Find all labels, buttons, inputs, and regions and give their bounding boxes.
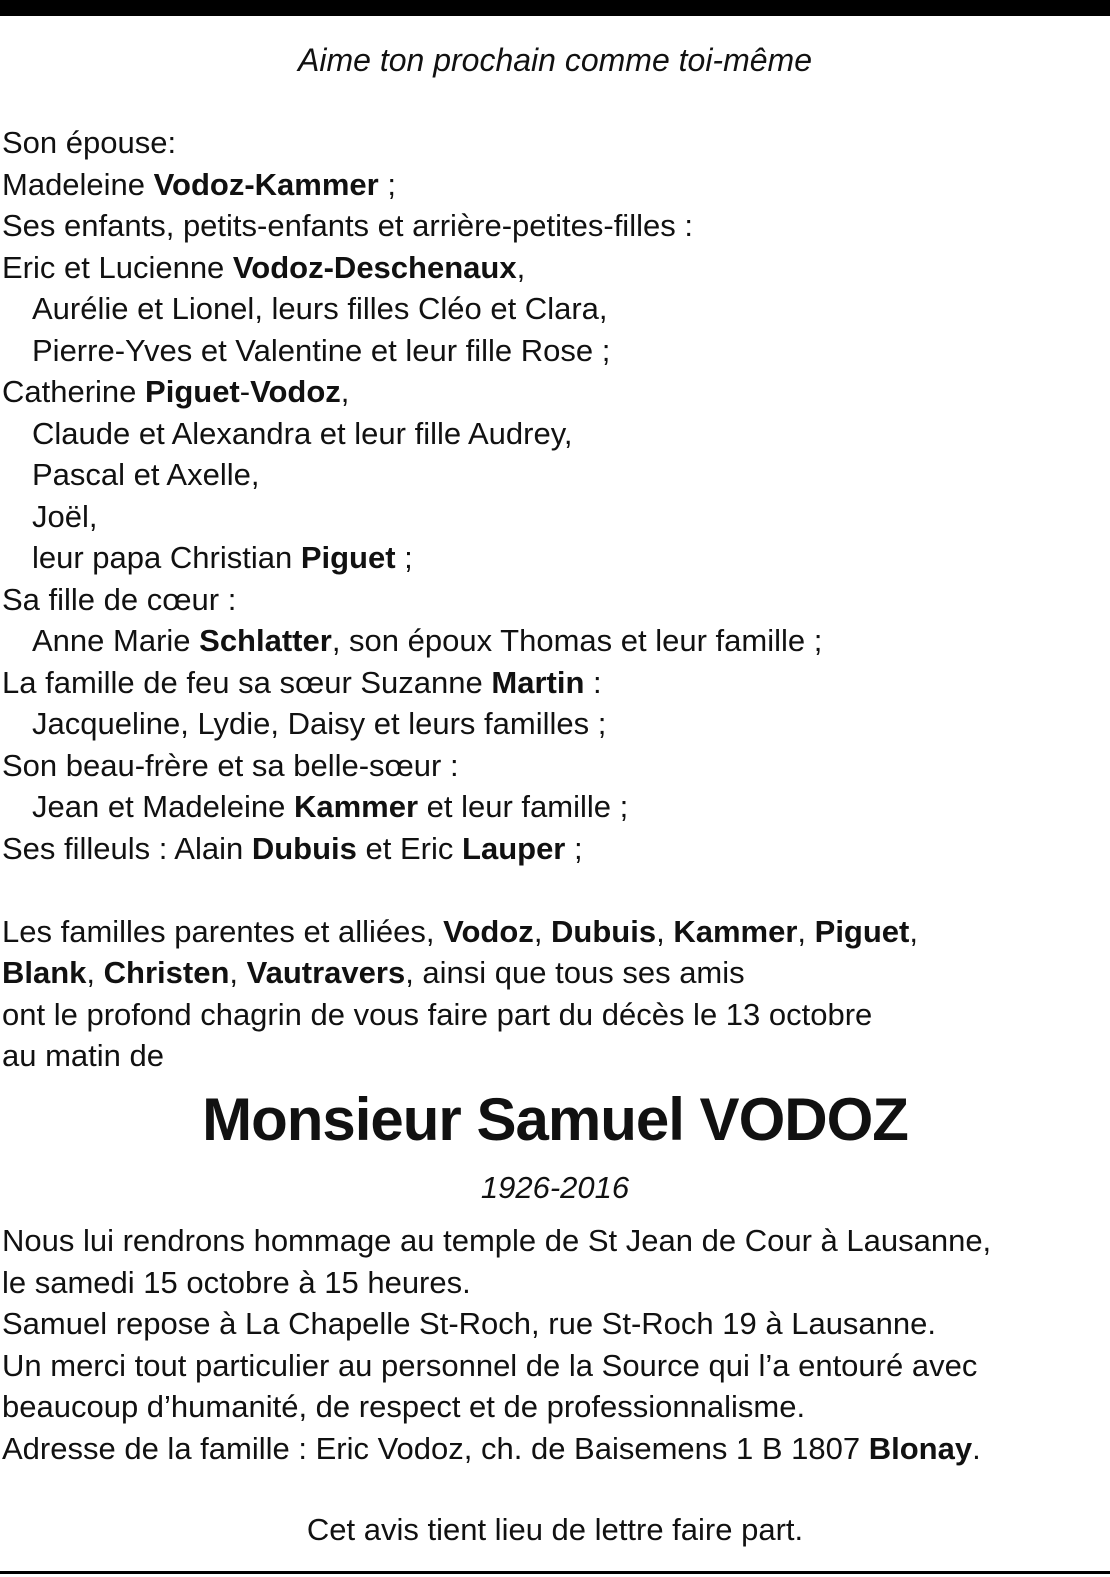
spacer	[2, 869, 1108, 911]
text: ;	[378, 166, 396, 202]
surname: Vodoz	[250, 374, 341, 409]
text: Madeleine	[2, 166, 154, 202]
text: Pascal et Axelle,	[32, 457, 260, 492]
text: ont le profond chagrin de vous faire part du décès le 13 octobre	[2, 996, 873, 1032]
family-line	[2, 413, 1108, 455]
text: -	[239, 374, 251, 409]
family-line	[2, 620, 1108, 662]
motto: Aime ton prochain comme toi-même	[298, 42, 812, 78]
family-line	[2, 205, 1108, 247]
details-line	[2, 1345, 1108, 1387]
text: Samuel repose à La Chapelle St-Roch, rue St-Roch 19 à Lausanne.	[2, 1306, 937, 1341]
surname: Martin	[491, 664, 585, 700]
text: Claude et Alexandra et leur fille Audrey,	[32, 415, 573, 451]
text: ;	[395, 540, 413, 575]
surname: Christen	[103, 955, 230, 990]
family-line	[2, 164, 1108, 206]
place-name: Blonay	[868, 1430, 973, 1466]
family-line	[2, 454, 1108, 496]
family-line	[2, 786, 1108, 828]
text: leur papa Christian	[32, 540, 301, 575]
text: ,	[86, 955, 104, 990]
text: Adresse de la famille : Eric Vodoz, ch. de Baisemens 1 B 1807	[2, 1430, 869, 1466]
surname: Kammer	[673, 913, 798, 949]
text: Eric et Lucienne	[2, 249, 233, 285]
deceased-name: Monsieur Samuel VODOZ	[202, 1086, 908, 1153]
surname: Vautravers	[246, 955, 406, 990]
family-line	[2, 537, 1108, 579]
text: Aurélie et Lionel, leurs filles Cléo et Clara,	[32, 291, 608, 326]
details-line	[2, 1303, 1108, 1345]
text: Les familles parentes et alliées,	[2, 913, 444, 949]
bottom-rule	[0, 1571, 1110, 1574]
text: Joël,	[32, 498, 98, 534]
family-line	[2, 288, 1108, 330]
text: Ses enfants, petits-enfants et arrière-petites-filles :	[2, 208, 693, 243]
closing-note: Cet avis tient lieu de lettre faire part.	[306, 1512, 804, 1547]
surname: Piguet	[814, 913, 910, 949]
announcement-line	[2, 1035, 1108, 1077]
family-line	[2, 579, 1108, 621]
text: Un merci tout particulier au personnel de la Source qui l’a entouré avec	[2, 1347, 978, 1383]
text: ,	[533, 913, 552, 949]
family-line	[2, 828, 1108, 870]
text: Son beau-frère et sa belle-sœur :	[2, 747, 459, 783]
text: Ses filleuls : Alain	[2, 830, 252, 866]
family-line	[2, 330, 1108, 372]
text: :	[584, 664, 602, 700]
text: Sa fille de cœur :	[2, 581, 237, 617]
text: ,	[797, 913, 815, 949]
surname: Blank	[2, 955, 87, 990]
text: Son épouse:	[2, 125, 177, 160]
text: .	[972, 1430, 981, 1466]
surname: Piguet	[300, 540, 396, 575]
family-line	[2, 122, 1108, 164]
text: , son époux Thomas et leur famille ;	[331, 623, 823, 658]
announcement-line	[2, 994, 1108, 1036]
text: Jacqueline, Lydie, Daisy et leurs familles ;	[32, 706, 607, 741]
text: Catherine	[2, 374, 146, 409]
announcement-line	[2, 952, 1108, 994]
text: La famille de feu sa sœur Suzanne	[2, 664, 492, 700]
ceremony-details	[2, 1220, 1108, 1469]
surname: Vodoz-Deschenaux	[232, 249, 517, 285]
details-line	[2, 1220, 1108, 1262]
details-line	[2, 1262, 1108, 1304]
top-rule	[0, 0, 1110, 16]
surname: Kammer	[293, 789, 419, 824]
text: et leur famille ;	[418, 789, 629, 824]
announcement-line	[2, 911, 1108, 953]
family-line	[2, 662, 1108, 704]
text: le samedi 15 octobre à 15 heures.	[2, 1264, 471, 1300]
family-line	[2, 745, 1108, 787]
text: Anne Marie	[32, 623, 200, 658]
text: ,	[656, 913, 674, 949]
surname: Dubuis	[251, 830, 357, 866]
text: ;	[565, 830, 583, 866]
details-line	[2, 1428, 1108, 1470]
text: Pierre-Yves et Valentine et leur fille Rose ;	[32, 332, 611, 368]
text: ,	[340, 374, 350, 409]
text: au matin de	[2, 1038, 164, 1073]
details-line	[2, 1386, 1108, 1428]
family-list	[2, 122, 1108, 1077]
text: beaucoup d’humanité, de respect et de professionnalisme.	[2, 1389, 806, 1424]
text: ,	[909, 913, 918, 949]
family-line	[2, 496, 1108, 538]
family-line	[2, 703, 1108, 745]
surname: Piguet	[145, 374, 240, 409]
text: Jean et Madeleine	[32, 789, 294, 824]
text: , ainsi que tous ses amis	[405, 955, 745, 990]
surname: Lauper	[462, 830, 566, 866]
surname: Vodoz	[443, 913, 534, 949]
surname: Schlatter	[199, 623, 332, 658]
family-line	[2, 371, 1108, 413]
surname: Vodoz-Kammer	[153, 166, 379, 202]
text: ,	[229, 955, 247, 990]
text: et Eric	[356, 830, 463, 866]
family-line	[2, 247, 1108, 289]
surname: Dubuis	[551, 913, 657, 949]
text: ,	[516, 249, 526, 285]
deceased-years: 1926-2016	[480, 1170, 630, 1205]
text: Nous lui rendrons hommage au temple de St Jean de Cour à Lausanne,	[2, 1223, 992, 1258]
